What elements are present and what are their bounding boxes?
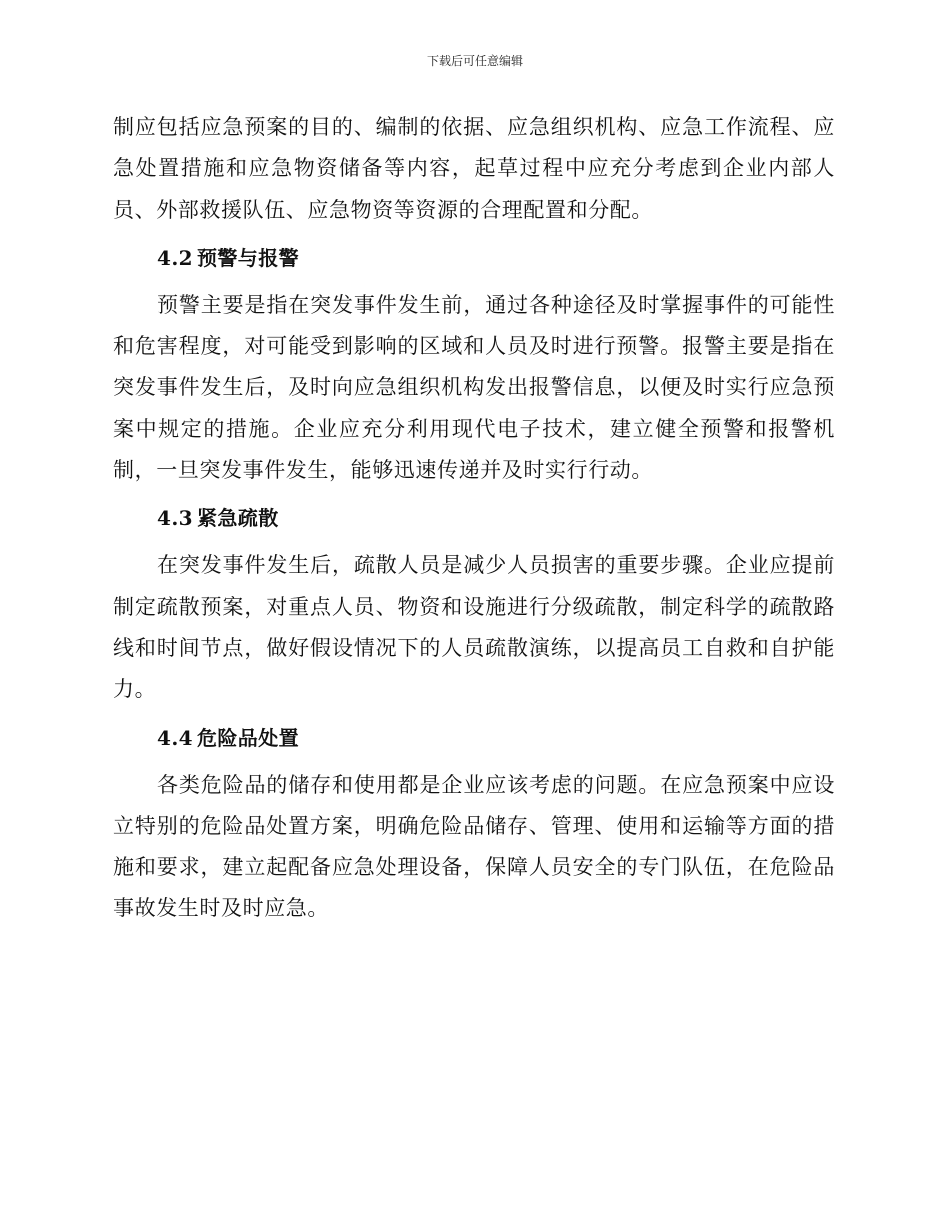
page-header: 下载后可任意编辑 — [426, 54, 523, 68]
section-number: 4.3 — [157, 506, 193, 531]
paragraph-continued: 制应包括应急预案的目的、编制的依据、应急组织机构、应急工作流程、应急处置措施和应急物资储备等内容，起草过程中应充分考虑到企业内部人员、外部救援队伍、应急物资等资源的合理配置和分配。 — [113, 115, 835, 222]
paragraph-hazardous-materials: 各类危险品的储存和使用都是企业应该考虑的问题。在应急预案中应设立特别的危险品处置方案，明确危险品储存、管理、使用和运输等方面的措施和要求，建立起配备应急处理设备，保障人员安全的专门队伍，在危险品事故发生时及时应急。 — [113, 772, 835, 921]
section-title: 危险品处置 — [197, 725, 299, 750]
section-number: 4.2 — [157, 245, 193, 270]
document-body — [113, 107, 835, 930]
section-number: 4.4 — [157, 725, 193, 750]
section-title: 紧急疏散 — [197, 506, 279, 531]
section-heading-4-2 — [157, 244, 835, 272]
section-title: 预警与报警 — [197, 245, 299, 270]
paragraph-evacuation: 在突发事件发生后，疏散人员是减少人员损害的重要步骤。企业应提前制定疏散预案，对重点人员、物资和设施进行分级疏散，制定科学的疏散路线和时间节点，做好假设情况下的人员疏散演练，以提高员工自救和自护能力。 — [113, 553, 835, 702]
section-heading-4-3 — [157, 504, 835, 532]
section-heading-4-4 — [157, 724, 835, 752]
paragraph-warning-alarm: 预警主要是指在突发事件发生前，通过各种途径及时掌握事件的可能性和危害程度，对可能受到影响的区域和人员及时进行预警。报警主要是指在突发事件发生后，及时向应急组织机构发出报警信息，以便及时实行应急预案中规定的措施。企业应充分利用现代电子技术，建立健全预警和报警机制，一旦突发事件发生，能够迅速传递并及时实行行动。 — [113, 292, 835, 483]
